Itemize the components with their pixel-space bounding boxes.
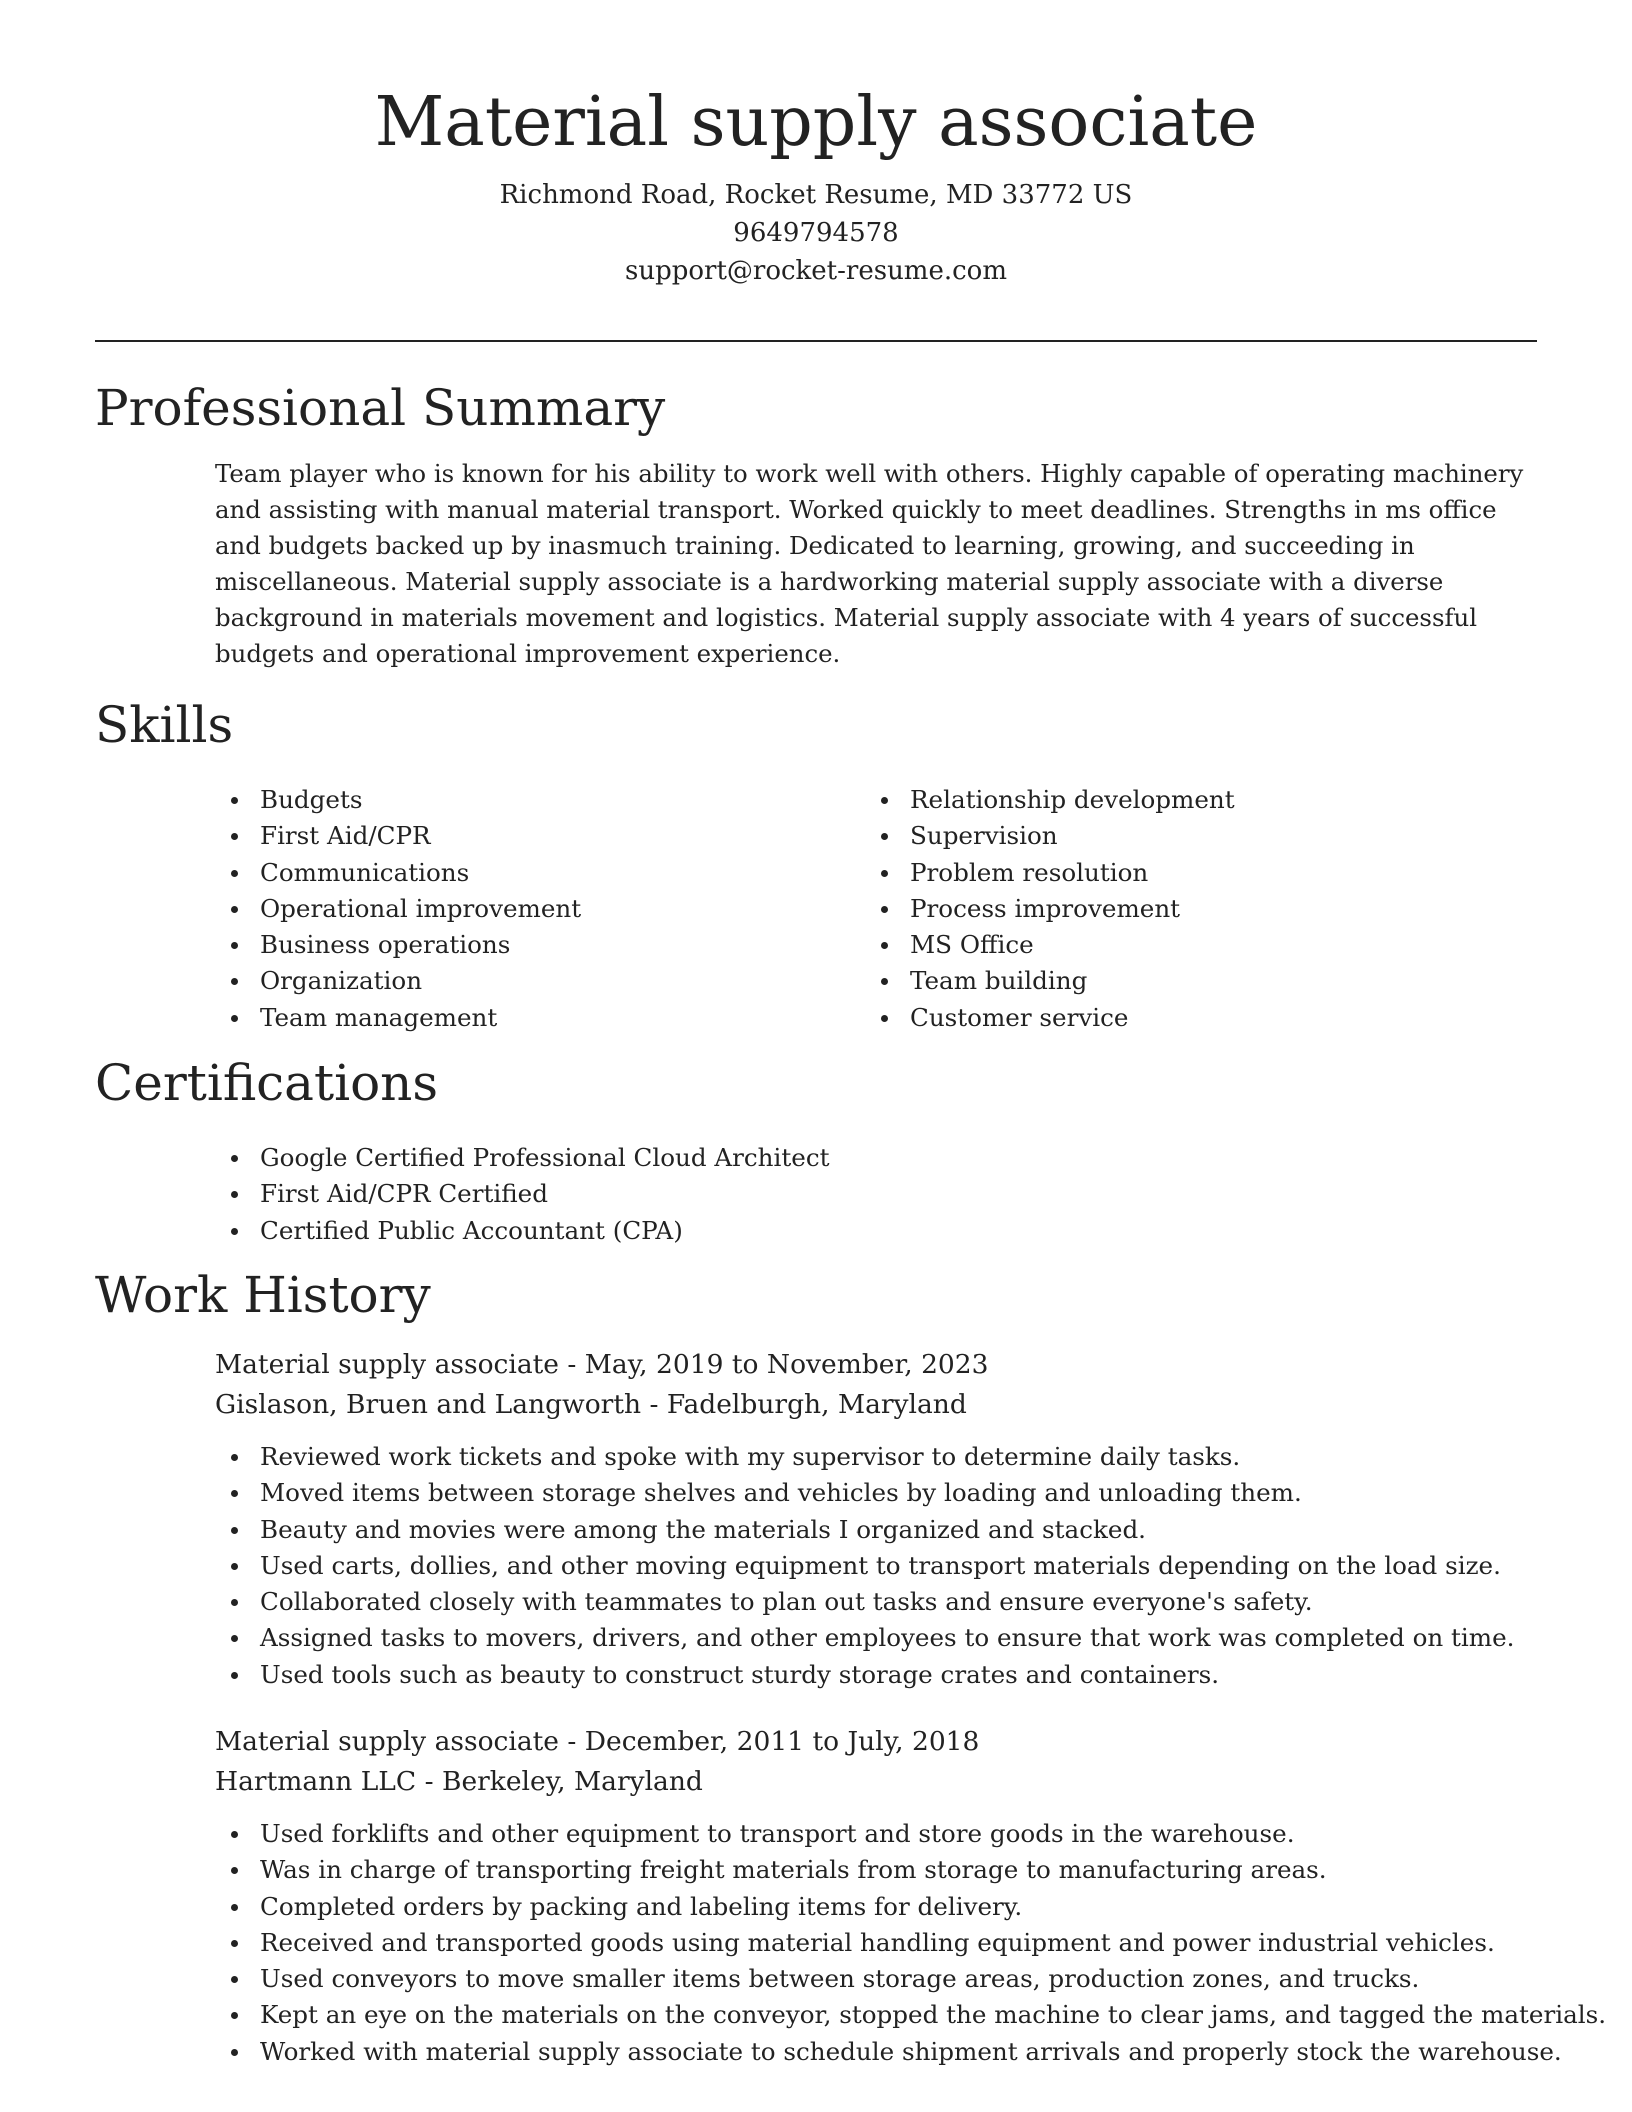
certification-item: Certified Public Accountant (CPA) (216, 1213, 830, 1249)
skills-heading: Skills (95, 696, 234, 754)
job-company-line: Hartmann LLC - Berkeley, Maryland (215, 1766, 703, 1797)
skill-item: Budgets (216, 782, 581, 818)
job-duties-list (216, 1816, 1606, 2070)
work-history-heading: Work History (95, 1266, 431, 1324)
skill-item: Process improvement (866, 891, 1235, 927)
job-duty-item: Beauty and movies were among the materials I organized and stacked. (216, 1512, 1515, 1548)
job-duty-item: Collaborated closely with teammates to plan out tasks and ensure everyone's safety. (216, 1584, 1515, 1620)
job-duties-list (216, 1439, 1515, 1693)
job-duty-item: Completed orders by packing and labeling items for delivery. (216, 1889, 1606, 1925)
job-company-line: Gislason, Bruen and Langworth - Fadelburgh, Maryland (215, 1389, 967, 1420)
header-divider (95, 340, 1537, 342)
job-duty-item: Moved items between storage shelves and vehicles by loading and unloading them. (216, 1475, 1515, 1511)
skill-item: Team building (866, 963, 1235, 999)
certifications-list (216, 1140, 830, 1249)
phone-line: 9649794578 (733, 218, 899, 248)
job-duty-item: Used carts, dollies, and other moving equipment to transport materials depending on the load size. (216, 1548, 1515, 1584)
skill-item: Organization (216, 963, 581, 999)
skill-item: MS Office (866, 927, 1235, 963)
job-duty-item: Assigned tasks to movers, drivers, and other employees to ensure that work was completed on time. (216, 1620, 1515, 1656)
skills-list-left (216, 782, 581, 1036)
skill-item: Team management (216, 1000, 581, 1036)
summary-heading: Professional Summary (95, 379, 666, 437)
skill-item: Communications (216, 855, 581, 891)
certifications-heading: Certifications (95, 1054, 439, 1112)
candidate-name: Material supply associate (374, 83, 1258, 162)
job-duty-item: Worked with material supply associate to schedule shipment arrivals and properly stock the warehouse. (216, 2034, 1606, 2070)
job-duty-item: Received and transported goods using material handling equipment and power industrial vehicles. (216, 1925, 1606, 1961)
job-role-line: Material supply associate - May, 2019 to November, 2023 (215, 1349, 989, 1380)
job-duty-item: Kept an eye on the materials on the conveyor, stopped the machine to clear jams, and tagged the materials. (216, 1997, 1606, 2033)
job-duty-item: Reviewed work tickets and spoke with my supervisor to determine daily tasks. (216, 1439, 1515, 1475)
skill-item: Relationship development (866, 782, 1235, 818)
job-role-line: Material supply associate - December, 2011 to July, 2018 (215, 1726, 980, 1757)
skill-item: Operational improvement (216, 891, 581, 927)
job-duty-item: Used tools such as beauty to construct sturdy storage crates and containers. (216, 1657, 1515, 1693)
address-line: Richmond Road, Rocket Resume, MD 33772 US (499, 180, 1133, 210)
summary-text: Team player who is known for his ability to work well with others. Highly capable of operating machinery and assisting with manual material transport. Worked quickly to meet deadlines. Strengths in ms office and budgets backed up by inasmuch training. Dedicated to learning, growing, and succeeding in miscellaneous. Material supply associate is a hardworking material supply associate with a diverse background in materials movement and logistics. Material supply associate with 4 years of successful budgets and operational improvement experience. (215, 459, 1524, 668)
certification-item: First Aid/CPR Certified (216, 1176, 830, 1212)
skill-item: Problem resolution (866, 855, 1235, 891)
skill-item: Business operations (216, 927, 581, 963)
resume-header (0, 0, 1632, 290)
skill-item: Supervision (866, 818, 1235, 854)
contact-info (0, 176, 1632, 290)
job-duty-item: Used conveyors to move smaller items between storage areas, production zones, and trucks. (216, 1961, 1606, 1997)
skills-list-right (866, 782, 1235, 1036)
certification-item: Google Certified Professional Cloud Architect (216, 1140, 830, 1176)
email-line: support@rocket-resume.com (624, 256, 1007, 286)
skill-item: First Aid/CPR (216, 818, 581, 854)
job-duty-item: Was in charge of transporting freight materials from storage to manufacturing areas. (216, 1852, 1606, 1888)
job-duty-item: Used forklifts and other equipment to transport and store goods in the warehouse. (216, 1816, 1606, 1852)
skill-item: Customer service (866, 1000, 1235, 1036)
